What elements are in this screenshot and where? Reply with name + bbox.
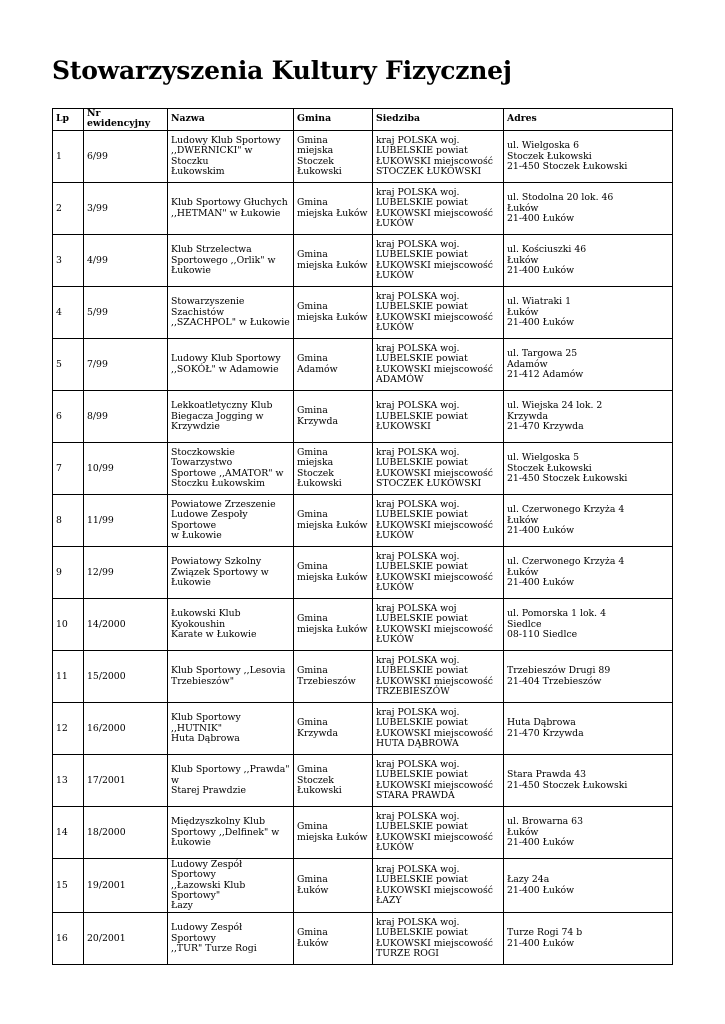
cell-adres: ul. Czerwonego Krzyża 4 Łuków 21-400 Łuków: [504, 546, 673, 598]
cell-nr-ewidencyjny: 3/99: [84, 182, 168, 234]
cell-nazwa: Międzyszkolny Klub Sportowy ,,Delfinek" w Łukowie: [168, 806, 294, 858]
table-row: [53, 234, 673, 286]
cell-adres: Huta Dąbrowa 21-470 Krzywda: [504, 702, 673, 754]
cell-nazwa: Powiatowe Zrzeszenie Ludowe Zespoły Sportowe w Łukowie: [168, 494, 294, 546]
table-row: [53, 182, 673, 234]
cell-gmina: Gmina miejska Łuków: [294, 182, 373, 234]
cell-siedziba: kraj POLSKA woj. LUBELSKIE powiat ŁUKOWSKI miejscowość ŁUKÓW: [373, 286, 504, 338]
cell-siedziba: kraj POLSKA woj. LUBELSKIE powiat ŁUKOWSKI: [373, 390, 504, 442]
cell-gmina: Gmina Stoczek Łukowski: [294, 754, 373, 806]
cell-adres: ul. Czerwonego Krzyża 4 Łuków 21-400 Łuków: [504, 494, 673, 546]
table-row: [53, 546, 673, 598]
column-header-nazwa: Nazwa: [168, 109, 294, 131]
cell-siedziba: kraj POLSKA woj. LUBELSKIE powiat ŁUKOWSKI miejscowość ŁUKÓW: [373, 234, 504, 286]
cell-nr-ewidencyjny: 19/2001: [84, 858, 168, 912]
table-row: [53, 130, 673, 182]
cell-nr-ewidencyjny: 12/99: [84, 546, 168, 598]
cell-siedziba: kraj POLSKA woj. LUBELSKIE powiat ŁUKOWSKI miejscowość ŁUKÓW: [373, 546, 504, 598]
table-row: [53, 754, 673, 806]
cell-nr-ewidencyjny: 14/2000: [84, 598, 168, 650]
cell-lp: 12: [53, 702, 84, 754]
table-row: [53, 912, 673, 964]
cell-nr-ewidencyjny: 6/99: [84, 130, 168, 182]
cell-adres: ul. Stodolna 20 lok. 46 Łuków 21-400 Łuków: [504, 182, 673, 234]
cell-siedziba: kraj POLSKA woj LUBELSKIE powiat ŁUKOWSKI miejscowość ŁUKÓW: [373, 598, 504, 650]
cell-lp: 13: [53, 754, 84, 806]
cell-adres: ul. Targowa 25 Adamów 21-412 Adamów: [504, 338, 673, 390]
table-row: [53, 442, 673, 494]
table-body: [53, 130, 673, 964]
table-row: [53, 598, 673, 650]
cell-gmina: Gmina Krzywda: [294, 390, 373, 442]
table-row: [53, 806, 673, 858]
cell-lp: 8: [53, 494, 84, 546]
cell-nr-ewidencyjny: 18/2000: [84, 806, 168, 858]
cell-adres: ul. Wiejska 24 lok. 2 Krzywda 21-470 Krzywda: [504, 390, 673, 442]
cell-gmina: Gmina miejska Łuków: [294, 286, 373, 338]
cell-siedziba: kraj POLSKA woj. LUBELSKIE powiat ŁUKOWSKI miejscowość ŁUKÓW: [373, 494, 504, 546]
cell-nazwa: Klub Sportowy ,,HUTNIK" Huta Dąbrowa: [168, 702, 294, 754]
page-title: Stowarzyszenia Kultury Fizycznej: [52, 56, 512, 85]
cell-lp: 1: [53, 130, 84, 182]
cell-nazwa: Klub Sportowy ,,Lesovia Trzebieszów": [168, 650, 294, 702]
cell-siedziba: kraj POLSKA woj. LUBELSKIE powiat ŁUKOWSKI miejscowość ŁUKÓW: [373, 806, 504, 858]
cell-nazwa: Ludowy Klub Sportowy ,,DWERNICKI" w Stoczku Łukowskim: [168, 130, 294, 182]
cell-adres: ul. Kościuszki 46 Łuków 21-400 Łuków: [504, 234, 673, 286]
cell-nazwa: Klub Sportowy Głuchych ,,HETMAN" w Łukowie: [168, 182, 294, 234]
cell-nazwa: Powiatowy Szkolny Związek Sportowy w Łukowie: [168, 546, 294, 598]
cell-lp: 6: [53, 390, 84, 442]
cell-siedziba: kraj POLSKA woj. LUBELSKIE powiat ŁUKOWSKI miejscowość STOCZEK ŁUKOWSKI: [373, 130, 504, 182]
column-header-nr-ewidencyjny: Nr ewidencyjny: [84, 109, 168, 131]
cell-lp: 5: [53, 338, 84, 390]
cell-nr-ewidencyjny: 17/2001: [84, 754, 168, 806]
table-row: [53, 390, 673, 442]
cell-siedziba: kraj POLSKA woj. LUBELSKIE powiat ŁUKOWSKI miejscowość TURZE ROGI: [373, 912, 504, 964]
cell-siedziba: kraj POLSKA woj. LUBELSKIE powiat ŁUKOWSKI miejscowość HUTA DĄBROWA: [373, 702, 504, 754]
cell-nazwa: Łukowski Klub Kyokoushin Karate w Łukowie: [168, 598, 294, 650]
cell-lp: 2: [53, 182, 84, 234]
column-header-siedziba: Siedziba: [373, 109, 504, 131]
cell-siedziba: kraj POLSKA woj. LUBELSKIE powiat ŁUKOWSKI miejscowość STOCZEK ŁUKOWSKI: [373, 442, 504, 494]
cell-nr-ewidencyjny: 16/2000: [84, 702, 168, 754]
cell-nr-ewidencyjny: 10/99: [84, 442, 168, 494]
cell-nazwa: Klub Sportowy ,,Prawda" w Starej Prawdzie: [168, 754, 294, 806]
cell-adres: ul. Wielgoska 6 Stoczek Łukowski 21-450 Stoczek Łukowski: [504, 130, 673, 182]
cell-siedziba: kraj POLSKA woj. LUBELSKIE powiat ŁUKOWSKI miejscowość STARA PRAWDA: [373, 754, 504, 806]
cell-lp: 7: [53, 442, 84, 494]
cell-lp: 4: [53, 286, 84, 338]
table-row: [53, 286, 673, 338]
table-row: [53, 338, 673, 390]
cell-adres: Stara Prawda 43 21-450 Stoczek Łukowski: [504, 754, 673, 806]
cell-gmina: Gmina miejska Łuków: [294, 234, 373, 286]
cell-nazwa: Ludowy Zespół Sportowy ,,Łazowski Klub Sportowy" Łazy: [168, 858, 294, 912]
cell-lp: 16: [53, 912, 84, 964]
cell-gmina: Gmina Krzywda: [294, 702, 373, 754]
cell-gmina: Gmina miejska Stoczek Łukowski: [294, 442, 373, 494]
cell-siedziba: kraj POLSKA woj. LUBELSKIE powiat ŁUKOWSKI miejscowość ŁUKÓW: [373, 182, 504, 234]
cell-nazwa: Ludowy Klub Sportowy ,,SOKÓŁ" w Adamowie: [168, 338, 294, 390]
table-row: [53, 494, 673, 546]
cell-nr-ewidencyjny: 5/99: [84, 286, 168, 338]
table-row: [53, 858, 673, 912]
cell-nazwa: Klub Strzelectwa Sportowego ,,Orlik" w Łukowie: [168, 234, 294, 286]
cell-nazwa: Ludowy Zespół Sportowy ,,TUR" Turze Rogi: [168, 912, 294, 964]
cell-lp: 11: [53, 650, 84, 702]
associations-table: [52, 108, 673, 965]
cell-gmina: Gmina miejska Łuków: [294, 806, 373, 858]
table-row: [53, 650, 673, 702]
column-header-gmina: Gmina: [294, 109, 373, 131]
cell-nr-ewidencyjny: 15/2000: [84, 650, 168, 702]
cell-gmina: Gmina miejska Łuków: [294, 546, 373, 598]
cell-adres: ul. Browarna 63 Łuków 21-400 Łuków: [504, 806, 673, 858]
table-header-row: [53, 109, 673, 131]
cell-nr-ewidencyjny: 4/99: [84, 234, 168, 286]
cell-nr-ewidencyjny: 7/99: [84, 338, 168, 390]
cell-adres: ul. Pomorska 1 lok. 4 Siedlce 08-110 Siedlce: [504, 598, 673, 650]
cell-siedziba: kraj POLSKA woj. LUBELSKIE powiat ŁUKOWSKI miejscowość ADAMÓW: [373, 338, 504, 390]
cell-gmina: Gmina miejska Łuków: [294, 598, 373, 650]
column-header-lp: Lp: [53, 109, 84, 131]
cell-adres: Łazy 24a 21-400 Łuków: [504, 858, 673, 912]
cell-gmina: Gmina Łuków: [294, 858, 373, 912]
cell-lp: 10: [53, 598, 84, 650]
cell-adres: Turze Rogi 74 b 21-400 Łuków: [504, 912, 673, 964]
cell-gmina: Gmina Adamów: [294, 338, 373, 390]
cell-adres: ul. Wiatraki 1 Łuków 21-400 Łuków: [504, 286, 673, 338]
cell-gmina: Gmina miejska Łuków: [294, 494, 373, 546]
table-row: [53, 702, 673, 754]
cell-nazwa: Lekkoatletyczny Klub Biegacza Jogging w Krzywdzie: [168, 390, 294, 442]
cell-lp: 3: [53, 234, 84, 286]
cell-gmina: Gmina Łuków: [294, 912, 373, 964]
cell-lp: 15: [53, 858, 84, 912]
cell-nr-ewidencyjny: 20/2001: [84, 912, 168, 964]
cell-adres: ul. Wielgoska 5 Stoczek Łukowski 21-450 Stoczek Łukowski: [504, 442, 673, 494]
cell-lp: 14: [53, 806, 84, 858]
cell-siedziba: kraj POLSKA woj. LUBELSKIE powiat ŁUKOWSKI miejscowość ŁAZY: [373, 858, 504, 912]
cell-nr-ewidencyjny: 11/99: [84, 494, 168, 546]
cell-nr-ewidencyjny: 8/99: [84, 390, 168, 442]
cell-siedziba: kraj POLSKA woj. LUBELSKIE powiat ŁUKOWSKI miejscowość TRZEBIESZÓW: [373, 650, 504, 702]
cell-gmina: Gmina Trzebieszów: [294, 650, 373, 702]
column-header-adres: Adres: [504, 109, 673, 131]
cell-adres: Trzebieszów Drugi 89 21-404 Trzebieszów: [504, 650, 673, 702]
cell-gmina: Gmina miejska Stoczek Łukowski: [294, 130, 373, 182]
cell-lp: 9: [53, 546, 84, 598]
cell-nazwa: Stoczkowskie Towarzystwo Sportowe ,,AMATOR" w Stoczku Łukowskim: [168, 442, 294, 494]
cell-nazwa: Stowarzyszenie Szachistów ,,SZACHPOL" w Łukowie: [168, 286, 294, 338]
